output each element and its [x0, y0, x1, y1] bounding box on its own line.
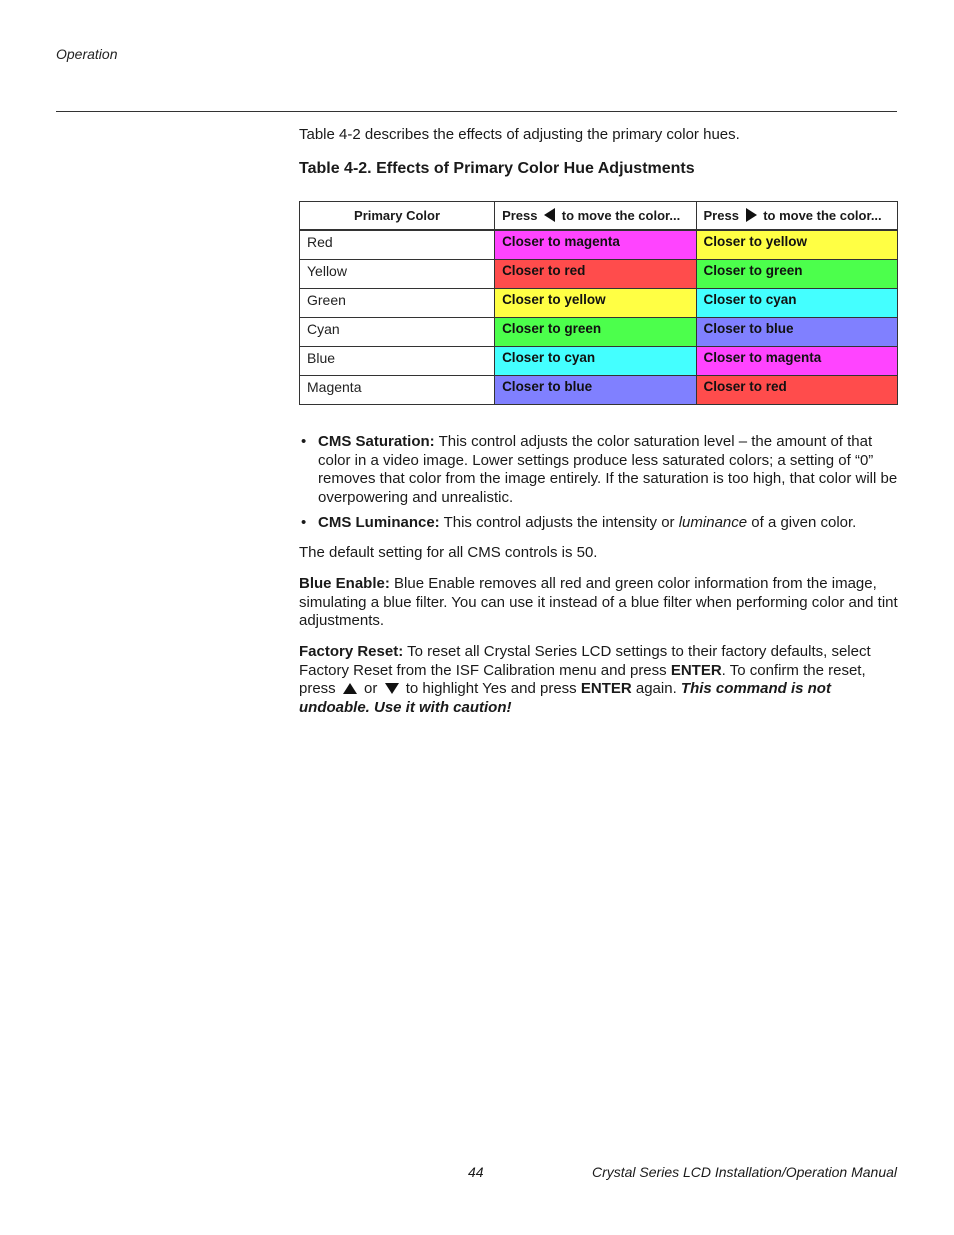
right-triangle-icon: [746, 208, 757, 222]
blue-enable-paragraph: [299, 575, 899, 631]
bullet-cms-saturation: [299, 433, 899, 508]
header-divider: [56, 111, 897, 112]
factory-reset-or: or: [364, 680, 378, 698]
term-blue-enable: Blue Enable:: [299, 575, 390, 592]
enter-key-1: ENTER: [670, 661, 722, 679]
down-triangle-icon: [385, 683, 399, 694]
manual-title: Crystal Series LCD Installation/Operation Manual: [591, 1164, 897, 1180]
bullet-dot: •: [301, 514, 307, 531]
cms-luminance-text-b: of a given color.: [751, 514, 857, 531]
blue-enable-text: Blue Enable removes all red and green color information from the image, simulating a blue filter. You can use it instead of a blue filter when performing color and tint adjustments.: [299, 575, 898, 630]
table-row: [300, 346, 898, 375]
table-caption: Table 4-2. Effects of Primary Color Hue Adjustments: [299, 160, 695, 177]
right-effect-cell: Closer to red: [696, 375, 897, 404]
header-press-left-post: to move the color...: [561, 207, 681, 223]
primary-color-name: Yellow: [300, 259, 495, 288]
cms-luminance-text-a: This control adjusts the intensity or: [443, 514, 675, 531]
left-effect-cell: Closer to red: [495, 259, 696, 288]
left-effect-cell: Closer to blue: [495, 375, 696, 404]
default-note: The default setting for all CMS controls is 50.: [299, 544, 598, 561]
table-row: [300, 259, 898, 288]
running-header: Operation: [56, 46, 118, 62]
right-effect-cell: Closer to green: [696, 259, 897, 288]
page-number: 44: [468, 1164, 484, 1180]
primary-color-name: Red: [300, 230, 495, 259]
bullet-dot: •: [301, 433, 307, 450]
enter-key-2: ENTER: [580, 680, 632, 698]
header-press-right-pre: Press: [703, 207, 739, 223]
header-press-left-pre: Press: [502, 207, 538, 223]
header-press-right: [696, 202, 897, 231]
table-row: [300, 317, 898, 346]
right-effect-cell: Closer to yellow: [696, 230, 897, 259]
luminance-emphasis: luminance: [678, 514, 748, 531]
header-primary-color: Primary Color: [300, 202, 495, 231]
table-row: [300, 230, 898, 259]
factory-reset-text-b: . To confirm the reset, press: [299, 661, 866, 698]
primary-color-name: Green: [300, 288, 495, 317]
factory-reset-paragraph: [299, 643, 899, 718]
term-cms-luminance: CMS Luminance:: [318, 514, 440, 531]
left-effect-cell: Closer to green: [495, 317, 696, 346]
table-row: [300, 375, 898, 404]
left-triangle-icon: [544, 208, 555, 222]
factory-reset-warning: This command is not undoable. Use it with caution!: [299, 680, 831, 717]
left-effect-cell: Closer to yellow: [495, 288, 696, 317]
header-press-right-post: to move the color...: [763, 207, 882, 223]
factory-reset-text-d: again.: [635, 680, 677, 698]
factory-reset-text-a: To reset all Crystal Series LCD settings to their factory defaults, select Factory Reset from the ISF Calibration menu and press: [299, 643, 871, 679]
primary-color-name: Cyan: [300, 317, 495, 346]
intro-text: Table 4-2 describes the effects of adjusting the primary color hues.: [299, 126, 740, 143]
table-row: [300, 288, 898, 317]
left-effect-cell: Closer to cyan: [495, 346, 696, 375]
primary-color-name: Blue: [300, 346, 495, 375]
term-factory-reset: Factory Reset:: [299, 643, 404, 660]
factory-reset-text-c: to highlight Yes and press: [405, 680, 577, 698]
header-press-left: [495, 202, 696, 231]
right-effect-cell: Closer to magenta: [696, 346, 897, 375]
hue-adjustment-table: [299, 201, 898, 405]
bullet-cms-luminance: [299, 514, 899, 533]
right-effect-cell: Closer to blue: [696, 317, 897, 346]
left-effect-cell: Closer to magenta: [495, 230, 696, 259]
up-triangle-icon: [343, 683, 357, 694]
primary-color-name: Magenta: [300, 375, 495, 404]
term-cms-saturation: CMS Saturation:: [318, 433, 435, 450]
cms-saturation-text: This control adjusts the color saturation level – the amount of that color in a video image. Lower settings produce less saturated colors; a setting of “0” removes that color from the image entirely. If the saturation is too high, that color will be overpowering and unrealistic.: [318, 433, 898, 507]
right-effect-cell: Closer to cyan: [696, 288, 897, 317]
